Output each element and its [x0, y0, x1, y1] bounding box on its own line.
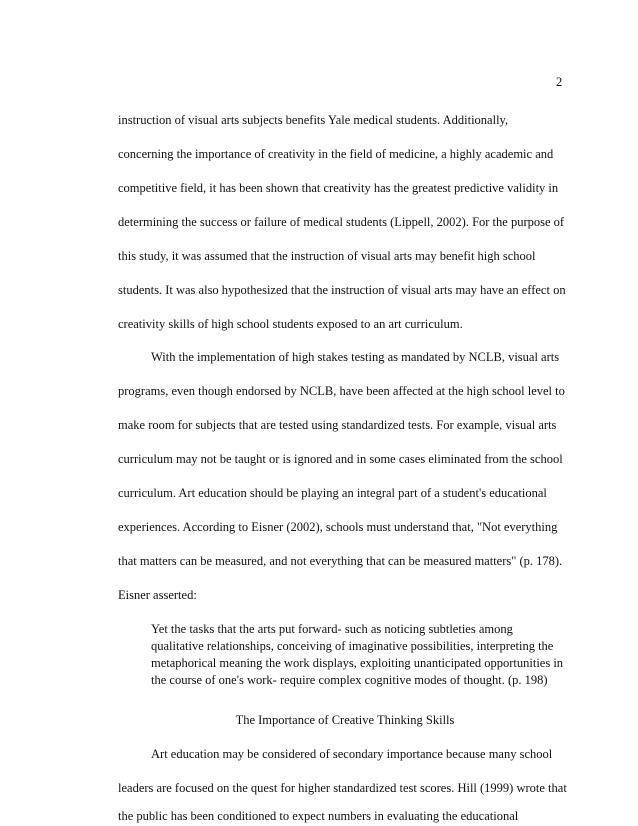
page-number: 2	[556, 75, 563, 89]
paragraph-3-line: leaders are focused on the quest for higher standardized test scores. Hill (1999) wrote that	[118, 781, 567, 795]
paragraph-1-line: concerning the importance of creativity in the field of medicine, a highly academic and	[118, 147, 554, 161]
block-quote-line: qualitative relationships, conceiving of imaginative possibilities, interpreting the	[151, 639, 554, 653]
paragraph-1-line: instruction of visual arts subjects benefits Yale medical students. Additionally,	[118, 113, 509, 127]
paragraph-3-line: Art education may be considered of secondary importance because many school	[151, 747, 553, 761]
paragraph-1-line: students. It was also hypothesized that the instruction of visual arts may have an effect on	[118, 283, 566, 297]
paragraph-1-line: competitive field, it has been shown that creativity has the greatest predictive validity in	[118, 181, 559, 195]
paragraph-2-line: programs, even though endorsed by NCLB, have been affected at the high school level to	[118, 384, 565, 398]
paragraph-2-line: that matters can be measured, and not everything that can be measured matters" (p. 178).	[118, 554, 563, 568]
paragraph-2-line: experiences. According to Eisner (2002), schools must understand that, "Not everything	[118, 520, 558, 534]
section-heading: The Importance of Creative Thinking Skills	[235, 713, 455, 727]
block-quote-line: metaphorical meaning the work displays, exploiting unanticipated opportunities in	[151, 656, 564, 670]
paragraph-3-line: the public has been conditioned to expect numbers in evaluating the educational	[118, 809, 519, 823]
paragraph-2-line: curriculum. Art education should be playing an integral part of a student's educational	[118, 486, 547, 500]
paragraph-2-line: With the implementation of high stakes testing as mandated by NCLB, visual arts	[151, 350, 560, 364]
paragraph-1-line: creativity skills of high school students exposed to an art curriculum.	[118, 317, 463, 331]
paragraph-2-line: curriculum may not be taught or is ignored and in some cases eliminated from the school	[118, 452, 563, 466]
paragraph-2-line: Eisner asserted:	[118, 588, 197, 602]
paragraph-1-line: determining the success or failure of medical students (Lippell, 2002). For the purpose of	[118, 215, 565, 229]
paragraph-1-line: this study, it was assumed that the instruction of visual arts may benefit high school	[118, 249, 536, 263]
block-quote-line: the course of one's work- require complex cognitive modes of thought. (p. 198)	[151, 673, 548, 687]
block-quote-line: Yet the tasks that the arts put forward- such as noticing subtleties among	[151, 622, 513, 636]
paragraph-2-line: make room for subjects that are tested using standardized tests. For example, visual arts	[118, 418, 557, 432]
